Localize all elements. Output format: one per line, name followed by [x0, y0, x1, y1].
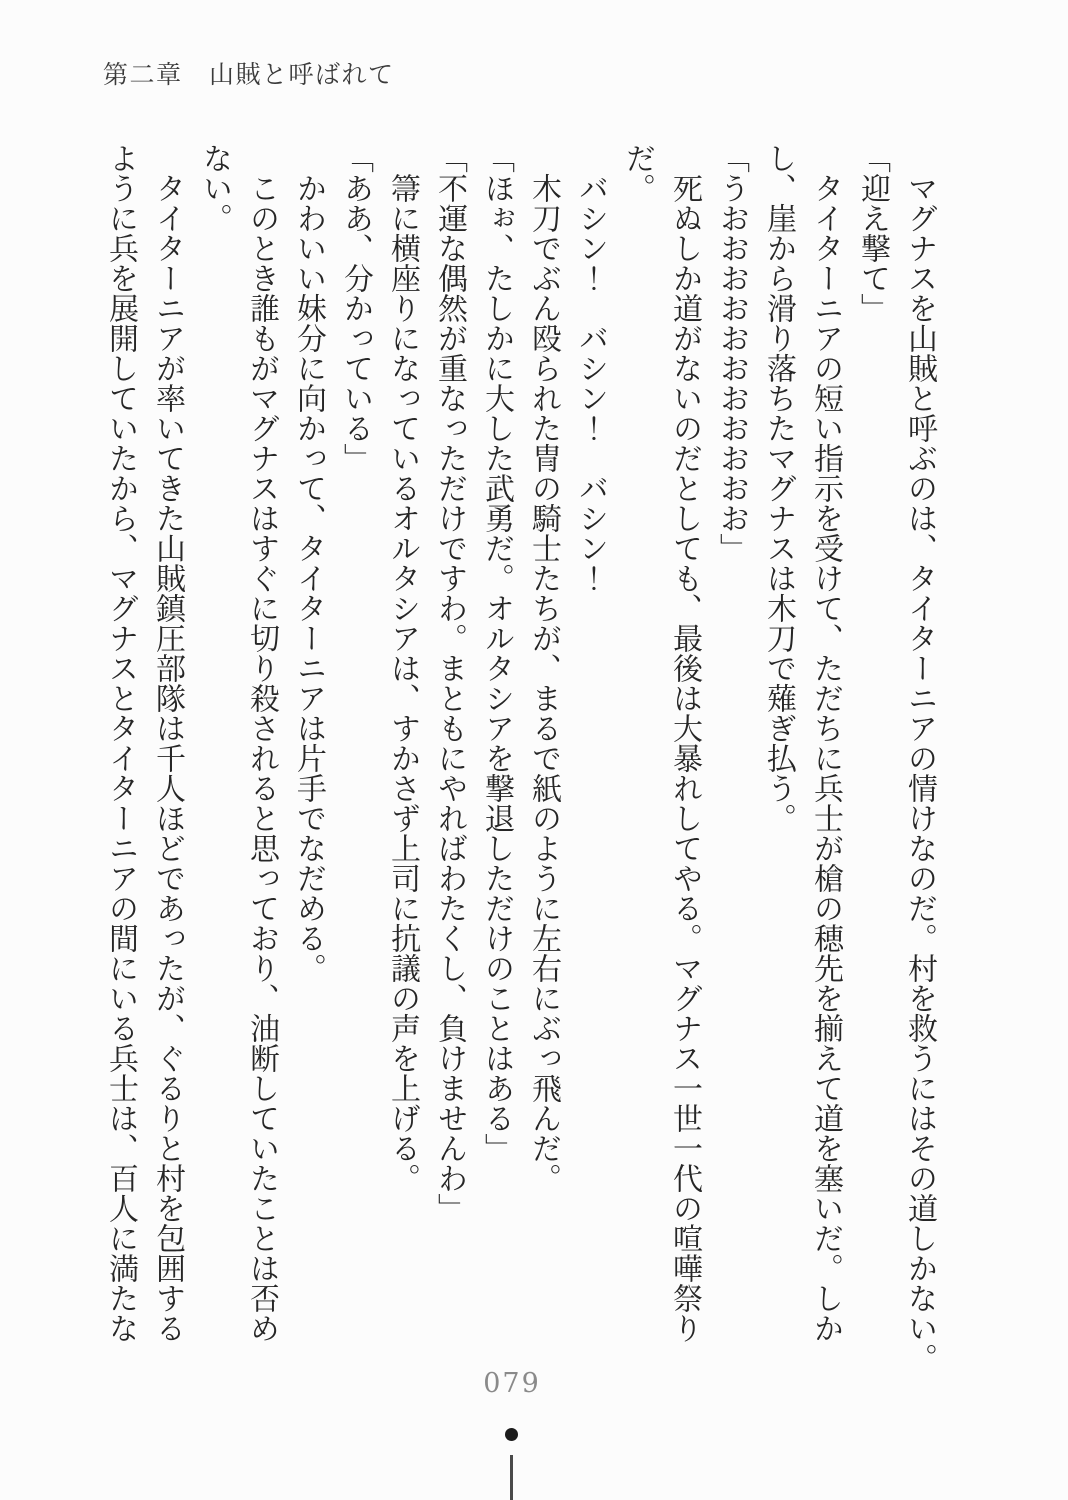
text-line: マグナスを山賊と呼ぶのは、タイターニアの情けなのだ。村を救うにはその道しかない。 [902, 143, 937, 1373]
text-line: 箒に横座りになっているオルタシアは、すかさず上司に抗議の声を上げる。 [385, 143, 420, 1193]
text-line: バシン！ バシン！ バシン！ [573, 143, 608, 593]
text-line: ない。 [197, 143, 232, 233]
page-number: 079 [483, 1368, 541, 1399]
text-line: 「ほぉ、たしかに大した武勇だ。オルタシアを撃退しただけのことはある」 [479, 143, 514, 1163]
text-line: かわいい妹分に向かって、タイターニアは片手でなだめる。 [291, 143, 326, 983]
text-line: ように兵を展開していたから、マグナスとタイターニアの間にいる兵士は、百人に満たな [103, 143, 138, 1343]
text-line: タイターニアが率いてきた山賊鎮圧部隊は千人ほどであったが、ぐるりと村を包囲する [150, 143, 185, 1343]
text-line: 死ぬしか道がないのだとしても、最後は大暴れしてやる。マグナス一世一代の喧嘩祭り [667, 143, 702, 1343]
text-line: 「ああ、分かっている」 [338, 143, 373, 473]
text-line: このとき誰もがマグナスはすぐに切り殺されると思っており、油断していたことは否め [244, 143, 279, 1343]
text-line: タイターニアの短い指示を受けて、ただちに兵士が槍の穂先を揃えて道を塞いだ。しか [808, 143, 843, 1343]
text-line: 「不運な偶然が重なっただけですわ。まともにやればわたくし、負けませんわ」 [432, 143, 467, 1223]
text-line: だ。 [620, 143, 655, 203]
text-line: し、崖から滑り落ちたマグナスは木刀で薙ぎ払う。 [761, 143, 796, 833]
footer-line-ornament [510, 1455, 513, 1500]
footer-dot-ornament [505, 1428, 518, 1441]
text-line: 木刀でぶん殴られた冑の騎士たちが、まるで紙のように左右にぶっ飛んだ。 [526, 143, 561, 1193]
text-line: 「うおおおおおおおおおおお」 [714, 143, 749, 563]
chapter-header: 第二章 山賊と呼ばれて [103, 60, 395, 89]
page-body-text [97, 143, 943, 1375]
text-line: 「迎え撃て」 [855, 143, 890, 323]
